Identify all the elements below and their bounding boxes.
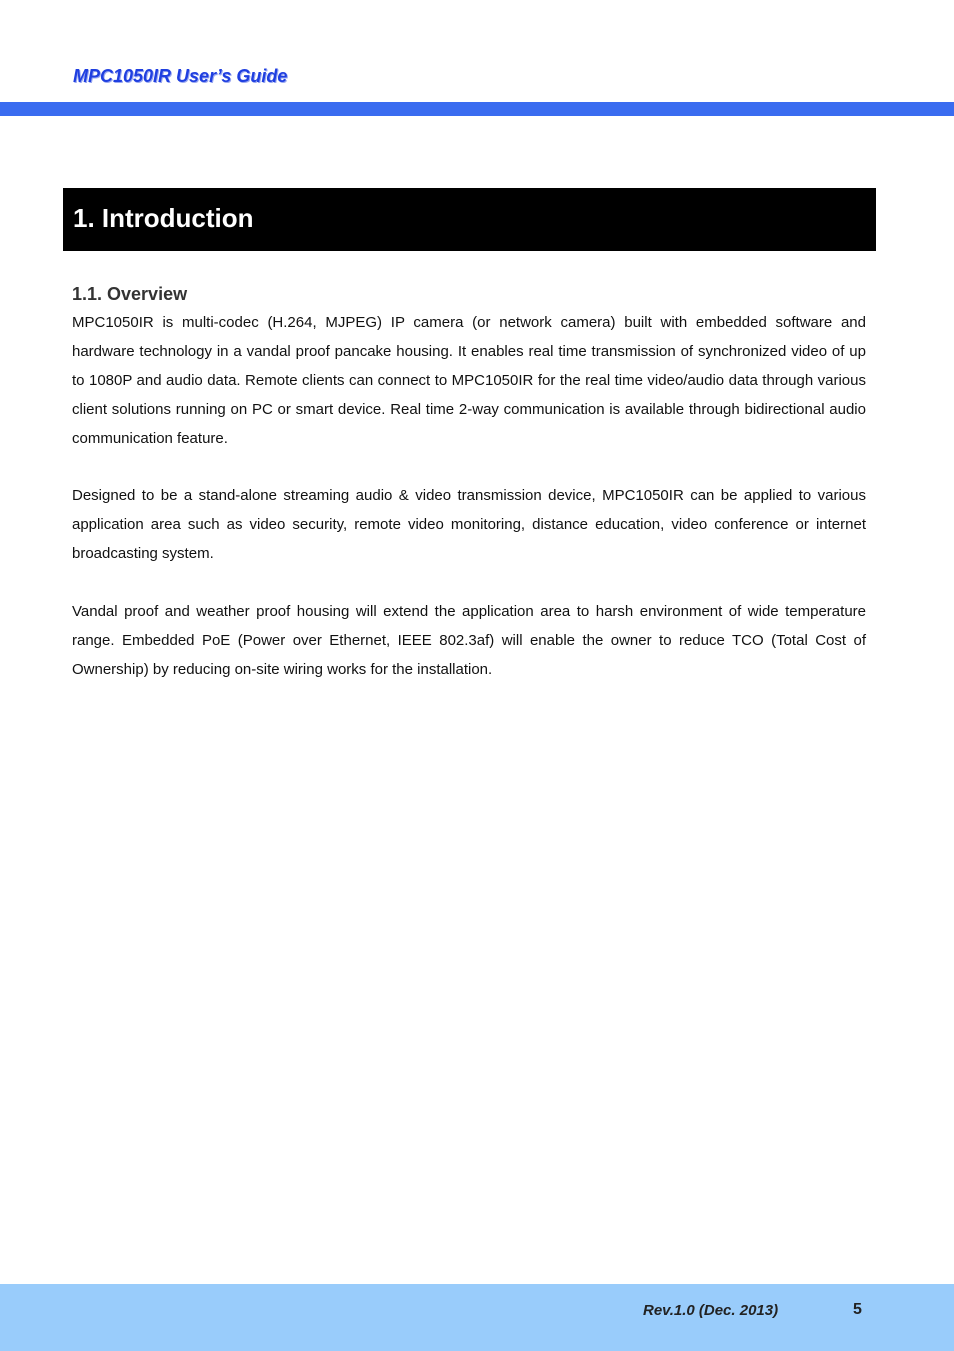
chapter-heading-box bbox=[63, 188, 876, 251]
chapter-title: 1. Introduction bbox=[73, 203, 254, 233]
paragraph-overview-1: MPC1050IR is multi-codec (H.264, MJPEG) IP camera (or network camera) built with embedded software and hardware technology in a vandal proof pancake housing. It enables real time transmission of synchronized video of up to 1080P and audio data. Remote clients can connect to MPC1050IR for the real time video/audio data through various client solutions running on PC or smart device. Real time 2-way communication is available through bidirectional audio communication feature. bbox=[72, 314, 866, 447]
page-footer bbox=[0, 1284, 954, 1351]
paragraph-overview-3: Vandal proof and weather proof housing will extend the application area to harsh environment of wide temperature range. Embedded PoE (Power over Ethernet, IEEE 802.3af) will enable the owner to reduce TCO (Total Cost of Ownership) by reducing on-site wiring works for the installation. bbox=[72, 603, 866, 678]
document-title: MPC1050IR User’s Guide bbox=[73, 66, 288, 86]
paragraph-overview-2: Designed to be a stand-alone streaming audio & video transmission device, MPC1050IR can be applied to various application area such as video security, remote video monitoring, distance education, video conference or internet broadcasting system. bbox=[72, 487, 866, 562]
revision-label: Rev.1.0 (Dec. 2013) bbox=[643, 1302, 779, 1319]
header-divider-bar bbox=[0, 102, 954, 116]
section-title: 1.1. Overview bbox=[72, 284, 188, 304]
page-number: 5 bbox=[853, 1301, 862, 1318]
